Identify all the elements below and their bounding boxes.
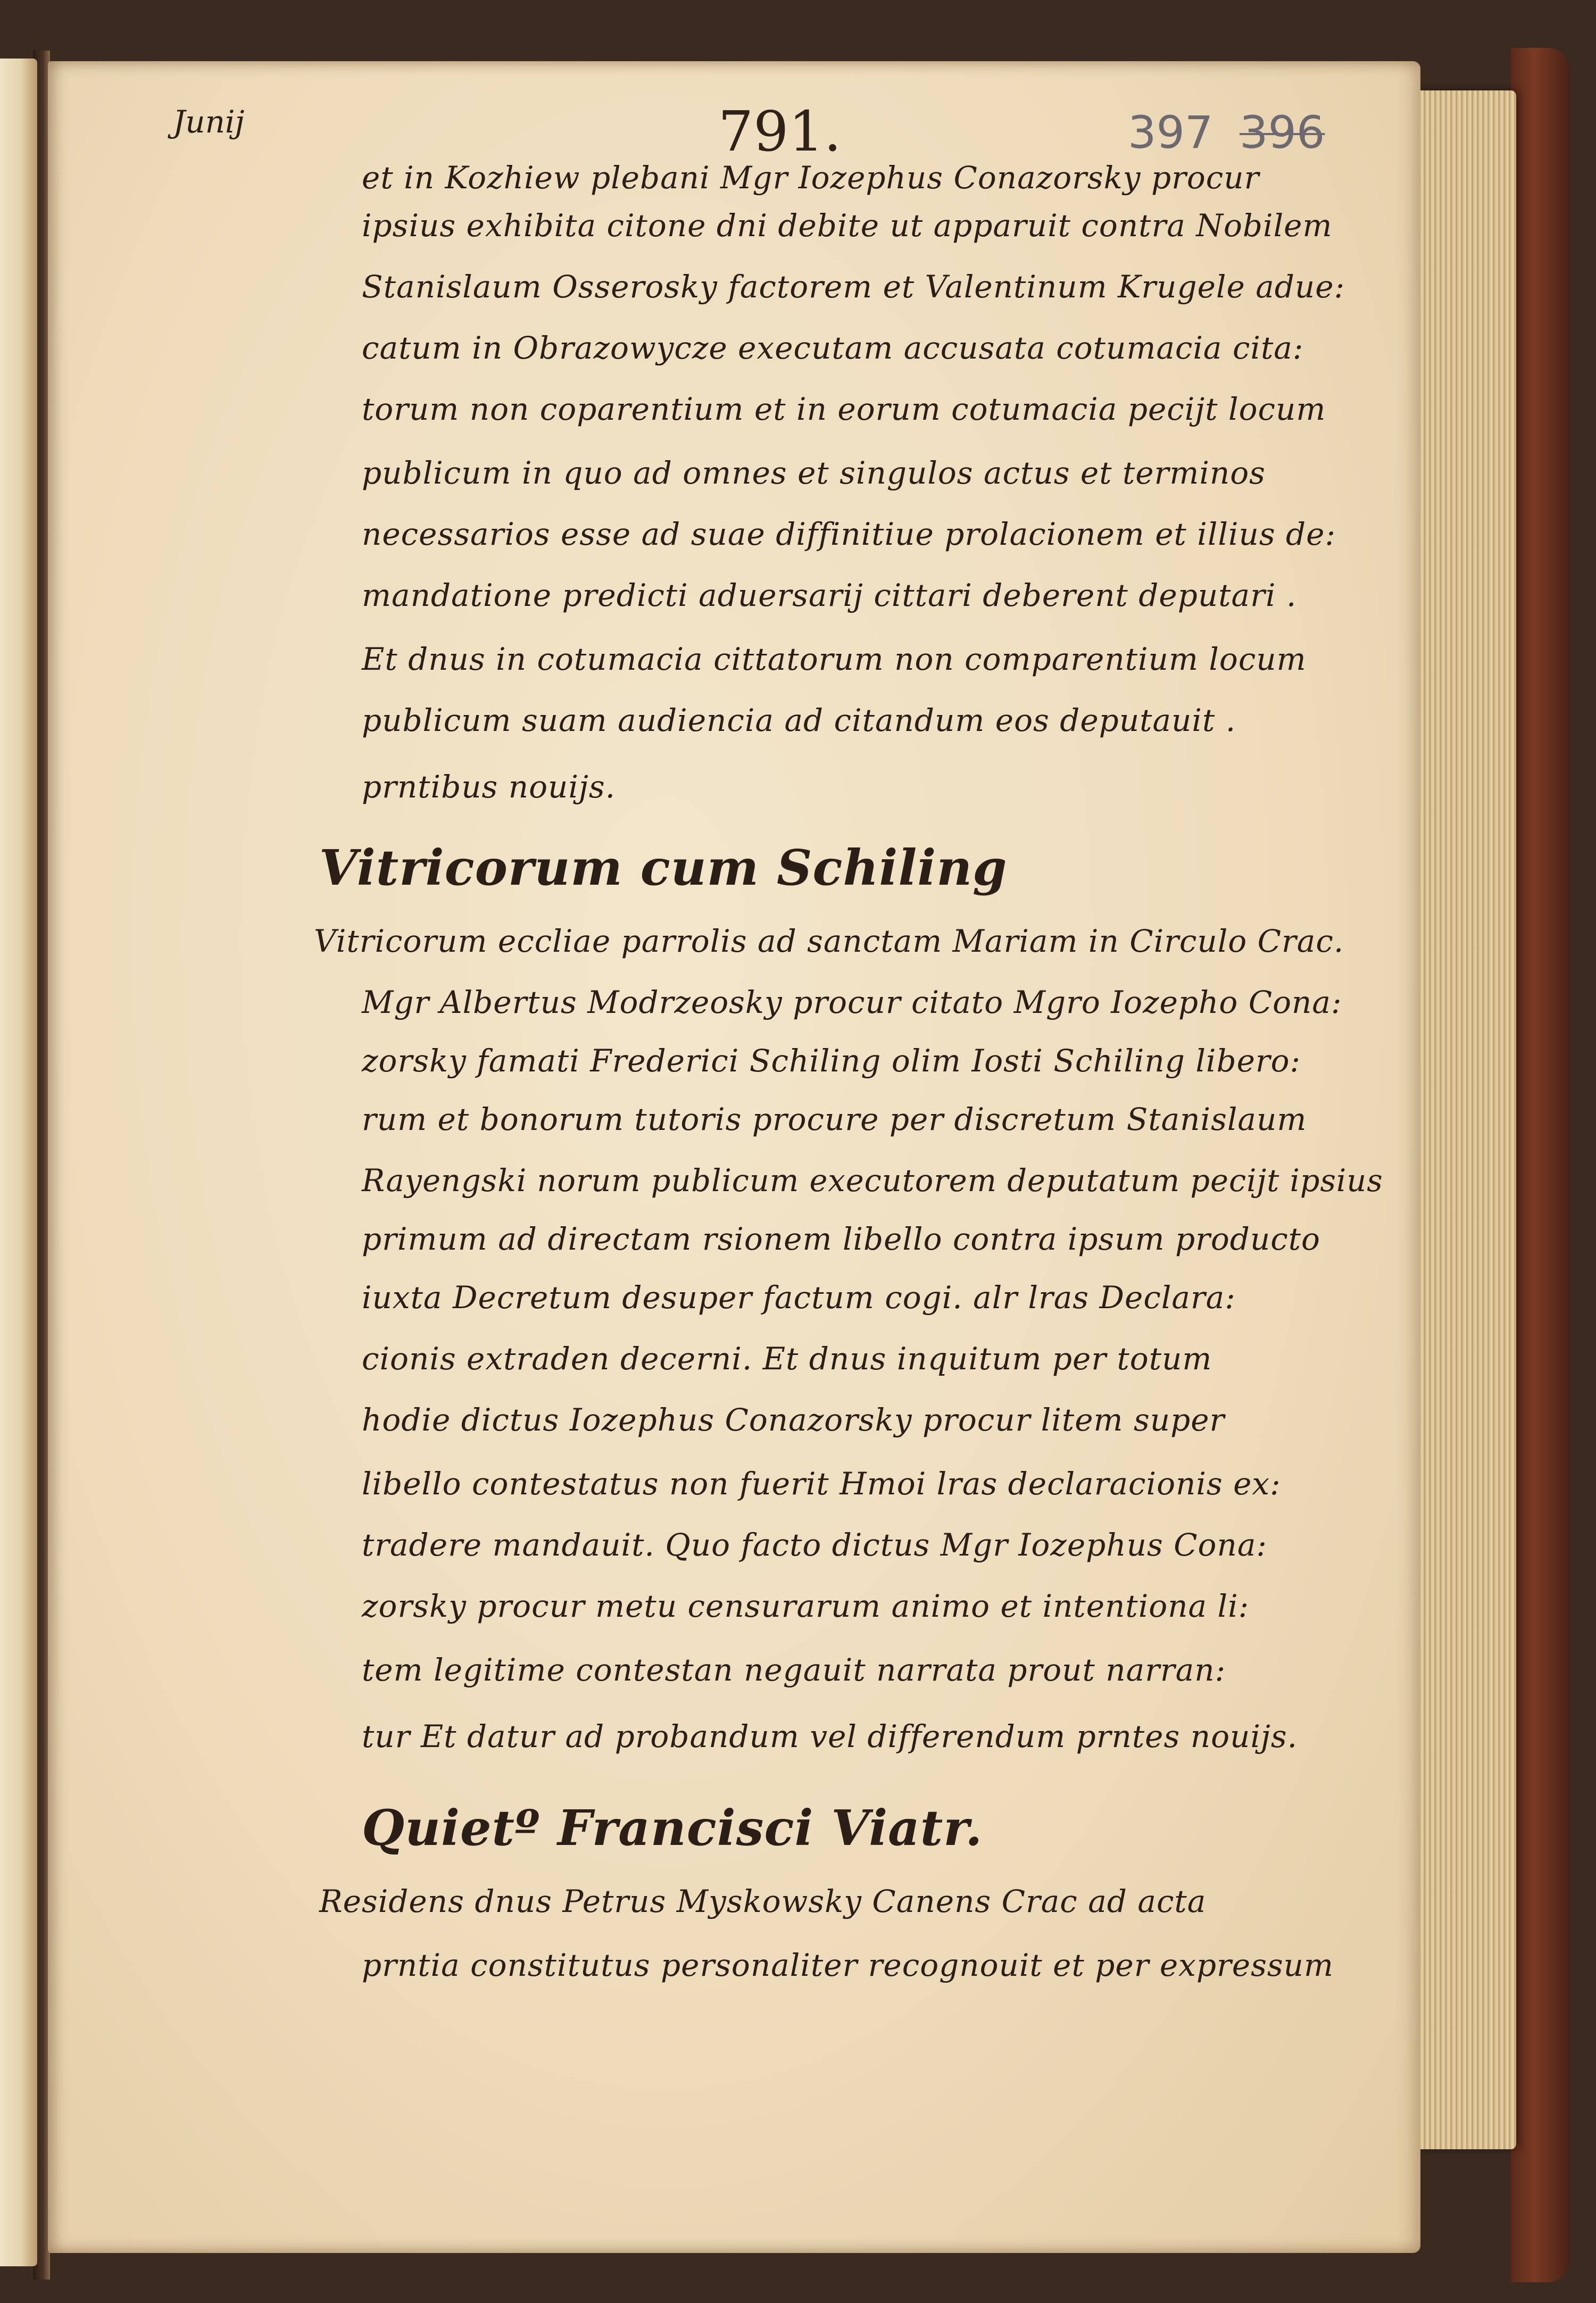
text-line: iuxta Decretum desuper factum cogi. alr lras Declara: xyxy=(362,1279,1236,1316)
margin-note-month: Junij xyxy=(173,104,245,140)
text-line: primum ad directam rsionem libello contra ipsum producto xyxy=(362,1221,1320,1257)
text-line: mandatione predicti aduersarij cittari deberent deputari . xyxy=(362,577,1297,613)
text-line: cionis extraden decerni. Et dnus inquitum per totum xyxy=(362,1341,1212,1377)
text-line: zorsky famati Frederici Schiling olim Iosti Schiling libero: xyxy=(362,1043,1301,1079)
text-line: rum et bonorum tutoris procure per discretum Stanislaum xyxy=(362,1101,1307,1137)
text-line: Et dnus in cotumacia cittatorum non comparentium locum xyxy=(362,641,1307,677)
entry-heading: Quietº Francisci Viatr. xyxy=(362,1799,983,1857)
text-line: Vitricorum eccliae parrolis ad sanctam Mariam in Circulo Crac. xyxy=(314,923,1344,959)
pencil-page-number: 397 xyxy=(1128,106,1213,159)
text-line: Mgr Albertus Modrzeosky procur citato Mgro Iozepho Cona: xyxy=(362,984,1342,1020)
text-line: publicum in quo ad omnes et singulos actus et terminos xyxy=(362,455,1266,491)
facing-page-edge xyxy=(0,59,37,2266)
book-cover-edge xyxy=(1511,48,1569,2282)
text-line: tradere mandauit. Quo facto dictus Mgr Iozephus Cona: xyxy=(362,1527,1267,1563)
text-line: tem legitime contestan negauit narrata prout narran: xyxy=(362,1652,1226,1688)
text-line: torum non coparentium et in eorum cotumacia pecijt locum xyxy=(362,391,1326,427)
text-line: prntibus nouijs. xyxy=(362,769,616,805)
text-line: catum in Obrazowycze executam accusata cotumacia cita: xyxy=(362,330,1304,366)
text-line: prntia constitutus personaliter recognouit et per expressum xyxy=(362,1947,1334,1983)
folio-number: 791. xyxy=(718,99,842,164)
text-line: et in Kozhiew plebani Mgr Iozephus Conazorsky procur xyxy=(362,160,1260,196)
text-line: ipsius exhibita citone dni debite ut apparuit contra Nobilem xyxy=(362,207,1333,244)
text-line: hodie dictus Iozephus Conazorsky procur litem super xyxy=(362,1402,1225,1438)
manuscript-leaf xyxy=(48,61,1420,2253)
text-line: Rayengski norum publicum executorem deputatum pecijt ipsius xyxy=(362,1162,1383,1199)
entry-heading: Vitricorum cum Schiling xyxy=(319,839,1008,896)
pencil-page-number-struck: 396 xyxy=(1240,106,1325,159)
text-line: libello contestatus non fuerit Hmoi lras declaracionis ex: xyxy=(362,1466,1281,1502)
page-edges-stack xyxy=(1415,90,1516,2149)
text-line: Residens dnus Petrus Myskowsky Canens Crac ad acta xyxy=(319,1883,1207,1919)
text-line: Stanislaum Osserosky factorem et Valentinum Krugele adue: xyxy=(362,269,1345,305)
text-line: publicum suam audiencia ad citandum eos deputauit . xyxy=(362,702,1236,738)
text-line: tur Et datur ad probandum vel differendum prntes nouijs. xyxy=(362,1718,1298,1755)
text-line: zorsky procur metu censurarum animo et intentiona li: xyxy=(362,1588,1250,1624)
text-line: necessarios esse ad suae diffinitiue prolacionem et illius de: xyxy=(362,516,1336,552)
